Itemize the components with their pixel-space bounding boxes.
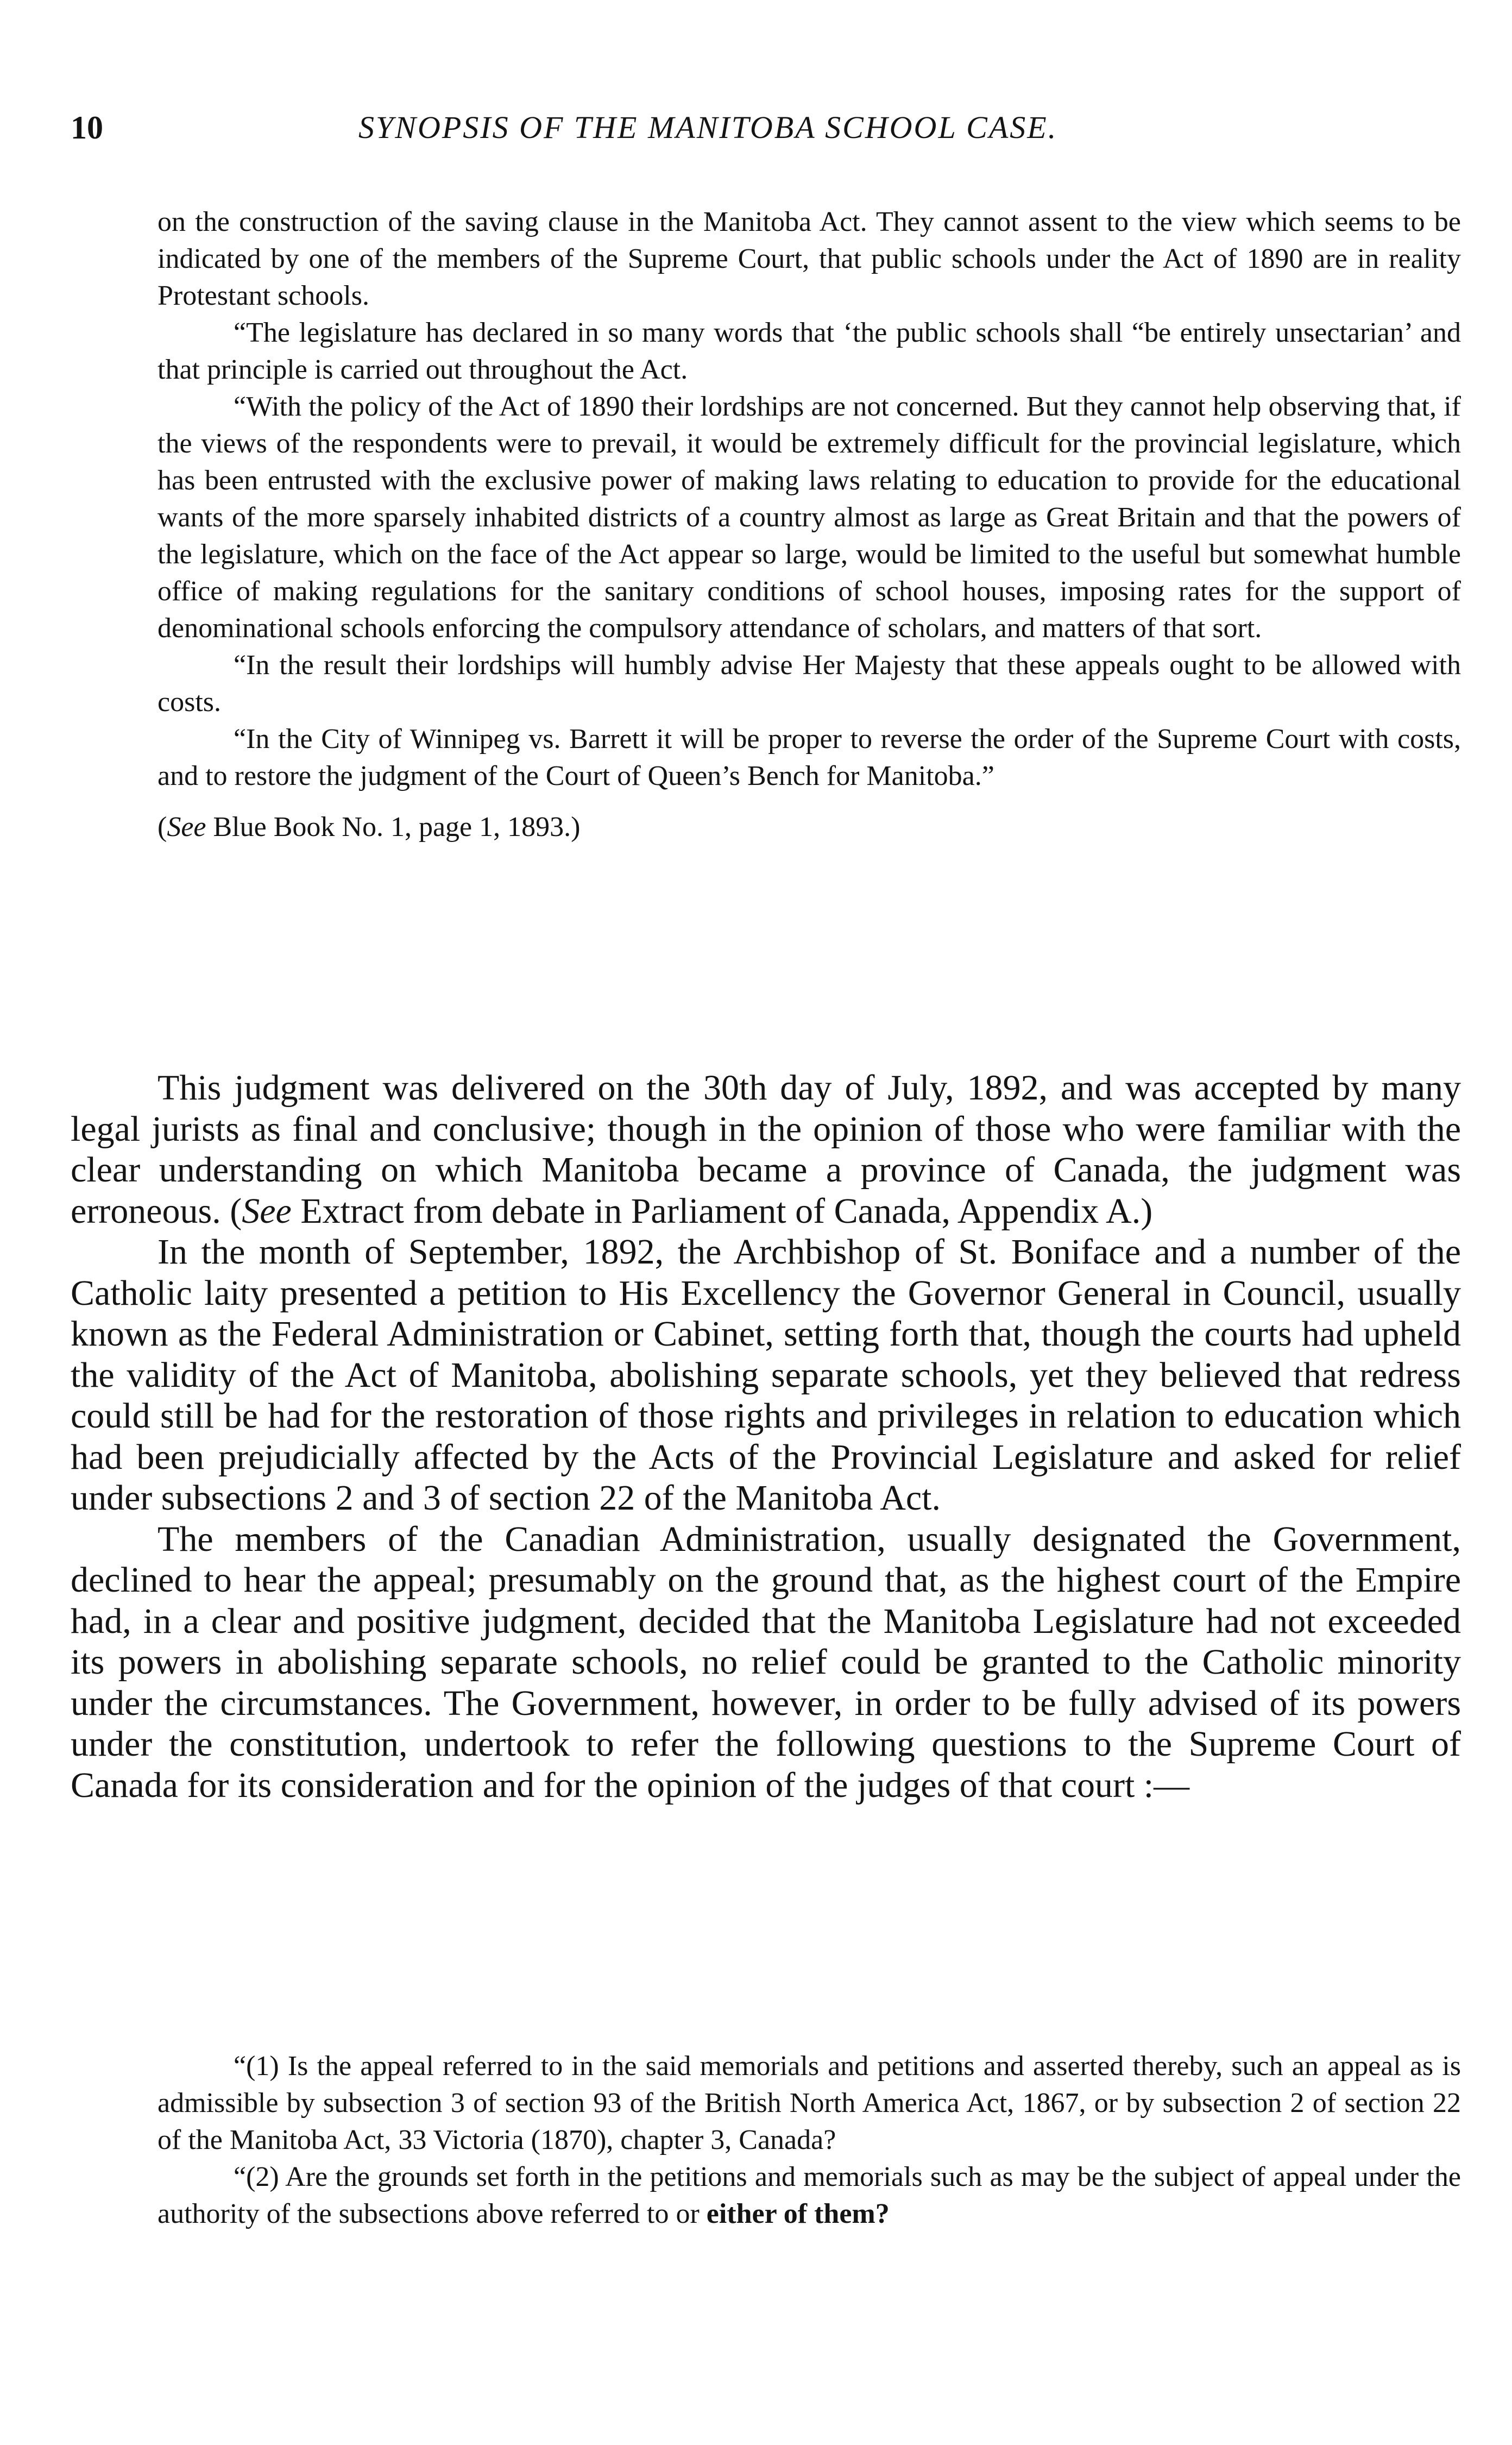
running-head: SYNOPSIS OF THE MANITOBA SCHOOL CASE. <box>358 110 1058 145</box>
question-2-tail: either of them? <box>706 2198 890 2229</box>
body-paragraph-government: The members of the Canadian Administration, usually designated the Government, declined to hear the appeal; presumably on the ground that, as the highest court of the Empire had, in a clear and positive judgment, decided that the Manitoba Legislature had not exceeded its powers in abolishing separate schools, no relief could be granted to the Catholic minority under the circumstances. The Government, however, in order to be fully advised of its powers under the constitution, undertook to refer the following questions to the Supreme Court of Canada for its consideration and for the opinion of the judges of that court :— <box>71 1519 1461 1805</box>
page-header <box>71 109 1461 147</box>
ref-open: ( <box>158 812 167 843</box>
body-paragraph-judgment <box>71 1067 1461 1231</box>
p1-see: See <box>242 1191 292 1231</box>
quoted-judgment <box>158 204 1461 846</box>
referred-questions <box>158 2048 1461 2233</box>
p1-part-b: Extract from debate in Parliament of Canada, Appendix A.) <box>291 1191 1153 1231</box>
quote-paragraph: on the construction of the saving clause in the Manitoba Act. They cannot assent to the view which seems to be indicated by one of the members of the Supreme Court, that public schools under the Act of 1890 are in reality Protestant schools. <box>158 206 1461 311</box>
quote-paragraph: “In the City of Winnipeg vs. Barrett it will be proper to reverse the order of the Supreme Court with costs, and to restore the judgment of the Court of Queen’s Bench for Manitoba.” <box>158 724 1461 791</box>
question-2-text: “(2) Are the grounds set forth in the petitions and memorials such as may be the subject of appeal under the authority of the subsections above referred to or <box>158 2161 1461 2229</box>
ref-see: See <box>167 812 206 843</box>
body-text <box>71 1067 1461 1806</box>
question-2 <box>158 2159 1461 2233</box>
p1-part-a: This judgment was delivered on the 30th day of July, 1892, and was accepted by many legal jurists as final and conclusive; though in the opinion of those who were familiar with the clear understanding on which Manitoba became a province of Canada, the judgment was erroneous. ( <box>71 1068 1461 1231</box>
blue-book-reference <box>158 809 1461 846</box>
body-paragraph-petition: In the month of September, 1892, the Archbishop of St. Boniface and a number of the Catholic laity presented a petition to His Excellency the Governor General in Council, usually known as the Federal Administration or Cabinet, setting forth that, though the courts had upheld the validity of the Act of Manitoba, abolishing separate schools, yet they believed that redress could still be had for the restoration of those rights and privileges in relation to education which had been prejudicially affected by the Acts of the Provincial Legislature and asked for relief under subsections 2 and 3 of section 22 of the Manitoba Act. <box>71 1232 1461 1518</box>
quote-paragraph: “The legislature has declared in so many words that ‘the public schools shall “be entirely unsectarian’ and that principle is carried out throughout the Act. <box>158 317 1461 385</box>
question-1: “(1) Is the appeal referred to in the said memorials and petitions and asserted thereby, such an appeal as is admissible by subsection 3 of section 93 of the British North America Act, 1867, or by subsection 2 of section 22 of the Manitoba Act, 33 Victoria (1870), chapter 3, Canada? <box>158 2051 1461 2155</box>
ref-rest: Blue Book No. 1, page 1, 1893.) <box>206 812 581 843</box>
quote-paragraph: “With the policy of the Act of 1890 their lordships are not concerned. But they cannot help observing that, if the views of the respondents were to prevail, it would be extremely difficult for the provincial legislature, which has been entrusted with the exclusive power of making laws relating to education to provide for the educational wants of the more sparsely inhabited districts of a country almost as large as Great Britain and that the powers of the legislature, which on the face of the Act appear so large, would be limited to the useful but somewhat humble office of making regulations for the sanitary conditions of school houses, imposing rates for the support of denominational schools enforcing the compulsory attendance of scholars, and matters of that sort. <box>158 391 1461 644</box>
page-number: 10 <box>71 110 103 146</box>
quote-paragraph: “In the result their lordships will humbly advise Her Majesty that these appeals ought to be allowed with costs. <box>158 650 1461 718</box>
